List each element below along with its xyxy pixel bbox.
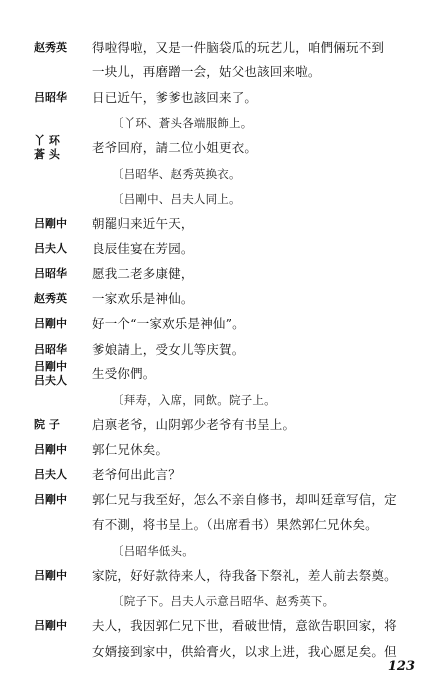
speaker-name: 吕剛中 吕夫人 — [34, 360, 67, 387]
speaker-name: 院 子 — [34, 418, 60, 431]
speaker-name: 吕昭华 — [34, 343, 67, 356]
speaker-name: 吕剛中 — [34, 569, 67, 582]
dialogue-line: 郭仁兄休矣。 — [92, 442, 169, 457]
dialogue-line: 郭仁兄与我至好，怎么不亲自修书，却叫廷章写信，定 — [92, 492, 397, 507]
dialogue-line: 一块儿，再磨蹭一会，姑父也該回来啦。 — [92, 64, 321, 79]
dialogue-line: 老爷回府，請二位小姐更衣。 — [92, 140, 258, 155]
dialogue-line: 一家欢乐是神仙。 — [92, 291, 194, 306]
speaker-name: 吕剛中 — [34, 217, 67, 230]
dialogue-line: 爹娘請上，受女儿等庆賀。 — [92, 342, 245, 357]
speaker-name: 吕昭华 — [34, 91, 67, 104]
stage-direction-text: 〔丫环、蒼头各端服飾上。 — [112, 116, 253, 130]
dialogue-line: 有不測，将书呈上。（出席看书）果然郭仁兄休矣。 — [92, 517, 378, 532]
speaker-name: 丫 环 蒼 头 — [34, 134, 60, 161]
dialogue-line: 愿我二老多康健， — [92, 266, 194, 281]
dialogue-line: 好一个“一家欢乐是神仙”。 — [92, 316, 245, 331]
dialogue-line: 家院，好好款待来人，待我备下祭礼，差人前去祭奠。 — [92, 568, 397, 583]
dialogue-line: 老爷何出此言？ — [92, 467, 181, 482]
stage-direction-text: 〔拜寿，入席，同飲。院子上。 — [112, 393, 276, 407]
speaker-name: 吕剛中 — [34, 619, 67, 632]
speaker-name: 赵秀英 — [34, 41, 67, 54]
stage-direction-text: 〔吕昭华、赵秀英换衣。 — [112, 167, 241, 181]
dialogue-line: 日已近午，爹爹也該回来了。 — [92, 90, 258, 105]
speaker-name: 吕剛中 — [34, 317, 67, 330]
speaker-name: 吕昭华 — [34, 267, 67, 280]
dialogue-line: 得啦得啦，又是一件脑袋瓜的玩艺儿，咱們倆玩不到 — [92, 40, 385, 55]
speaker-name: 吕夫人 — [34, 242, 67, 255]
page-number: 123 — [387, 659, 415, 674]
stage-direction-text: 〔吕剛中、吕夫人同上。 — [112, 192, 241, 206]
dialogue-line: 良辰佳宴在芳园。 — [92, 241, 194, 256]
dialogue-line: 生受你們。 — [92, 366, 156, 381]
speaker-name: 赵秀英 — [34, 292, 67, 305]
speaker-name: 吕夫人 — [34, 468, 67, 481]
stage-direction-text: 〔院子下。吕夫人示意吕昭华、赵秀英下。 — [112, 594, 335, 608]
dialogue-line: 朝罷归来近午天， — [92, 216, 194, 231]
speaker-name: 吕剛中 — [34, 443, 67, 456]
speaker-name: 吕剛中 — [34, 493, 67, 506]
dialogue-line: 夫人，我因郭仁兄下世，看破世情，意欲告职回家，将 — [92, 618, 397, 633]
dialogue-line: 启禀老爷，山阴郭少老爷有书呈上。 — [92, 417, 296, 432]
stage-direction-text: 〔吕昭华低头。 — [112, 544, 194, 558]
dialogue-line: 女婿接到家中，供給膏火，以求上进，我心愿足矣。但 — [92, 644, 397, 659]
